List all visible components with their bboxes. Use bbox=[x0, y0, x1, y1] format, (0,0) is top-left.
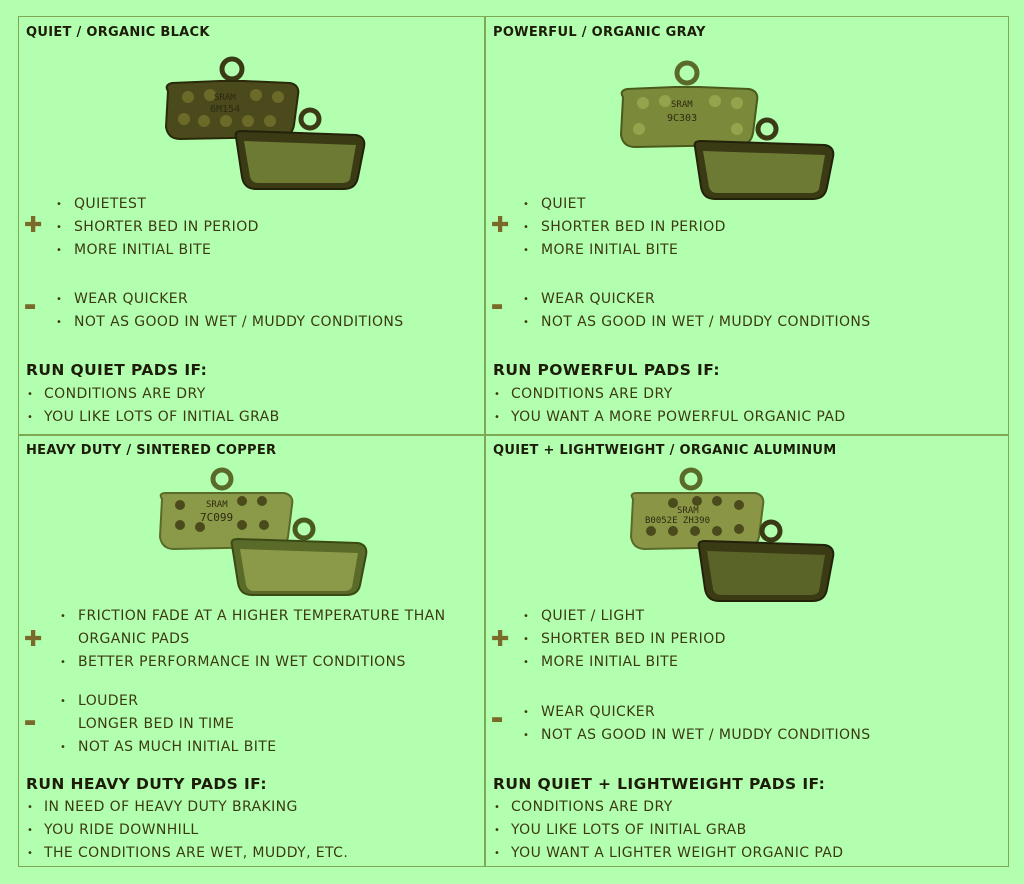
cell-organic-gray bbox=[485, 17, 951, 435]
list-item: • CONDITIONS ARE DRY bbox=[485, 796, 843, 819]
list-item: • SHORTER BED IN PERIOD bbox=[515, 628, 726, 651]
pad-model-label: 9C303 bbox=[667, 113, 698, 124]
list-item: • BETTER PERFORMANCE IN WET CONDITIONS bbox=[52, 651, 445, 674]
run-list bbox=[18, 383, 280, 429]
list-item: • NOT AS GOOD IN WET / MUDDY CONDITIONS bbox=[48, 311, 404, 334]
minus-icon: ▬ bbox=[24, 715, 37, 730]
run-title: RUN HEAVY DUTY PADS IF: bbox=[26, 775, 267, 793]
minus-icon: ▬ bbox=[24, 299, 37, 314]
list-item: • NOT AS GOOD IN WET / MUDDY CONDITIONS bbox=[515, 311, 871, 334]
brake-pad-front bbox=[631, 470, 763, 549]
pros-list bbox=[52, 605, 445, 674]
cons-list bbox=[515, 701, 871, 747]
list-item: • SHORTER BED IN PERIOD bbox=[48, 216, 259, 239]
list-item: • CONDITIONS ARE DRY bbox=[18, 383, 280, 406]
list-item: • SHORTER BED IN PERIOD bbox=[515, 216, 726, 239]
cell-organic-black bbox=[18, 17, 484, 435]
brake-pad-front bbox=[166, 59, 298, 139]
run-title: RUN QUIET + LIGHTWEIGHT PADS IF: bbox=[493, 775, 826, 793]
list-item: • WEAR QUICKER bbox=[515, 288, 871, 311]
list-item: • QUIETEST bbox=[48, 193, 259, 216]
cell-sintered-copper bbox=[18, 435, 484, 861]
pad-model-label: B0052E ZH390 bbox=[645, 516, 711, 526]
cell-heading: HEAVY DUTY / SINTERED COPPER bbox=[26, 443, 277, 458]
pad-model-label: 6M154 bbox=[210, 104, 241, 115]
list-item: • QUIET / LIGHT bbox=[515, 605, 726, 628]
list-item: • YOU WANT A LIGHTER WEIGHT ORGANIC PAD bbox=[485, 842, 843, 865]
list-item: • FRICTION FADE AT A HIGHER TEMPERATURE THAN bbox=[52, 605, 445, 628]
cons-list bbox=[48, 288, 404, 334]
plus-icon: ✚ bbox=[24, 627, 43, 652]
pad-brand-label: SRAM bbox=[671, 100, 693, 110]
list-item: • MORE INITIAL BITE bbox=[515, 239, 726, 262]
pad-brand-label: SRAM bbox=[214, 93, 236, 103]
brake-pads-image bbox=[615, 59, 845, 209]
list-item: • IN NEED OF HEAVY DUTY BRAKING bbox=[18, 796, 348, 819]
list-item: ORGANIC PADS bbox=[78, 631, 190, 647]
brake-pads-image bbox=[160, 55, 372, 195]
run-title: RUN QUIET PADS IF: bbox=[26, 361, 208, 379]
cons-list bbox=[515, 288, 871, 334]
run-list bbox=[485, 383, 846, 429]
plus-icon: ✚ bbox=[491, 627, 510, 652]
cell-heading: QUIET + LIGHTWEIGHT / ORGANIC ALUMINUM bbox=[493, 443, 837, 458]
list-item: • WEAR QUICKER bbox=[515, 701, 871, 724]
cell-heading: QUIET / ORGANIC BLACK bbox=[26, 25, 210, 40]
list-item: • YOU WANT A MORE POWERFUL ORGANIC PAD bbox=[485, 406, 846, 429]
minus-icon: ▬ bbox=[491, 299, 504, 314]
pros-list bbox=[515, 193, 726, 262]
brake-pad-front bbox=[621, 63, 757, 147]
cons-list bbox=[52, 690, 276, 759]
list-item: • LOUDER bbox=[52, 690, 276, 713]
pad-brand-label: SRAM bbox=[206, 500, 228, 510]
list-item: • QUIET bbox=[515, 193, 726, 216]
brake-pads-image bbox=[154, 467, 374, 599]
plus-icon: ✚ bbox=[24, 213, 43, 238]
plus-icon: ✚ bbox=[491, 213, 510, 238]
list-item: • THE CONDITIONS ARE WET, MUDDY, ETC. bbox=[18, 842, 348, 865]
cell-heading: POWERFUL / ORGANIC GRAY bbox=[493, 25, 706, 40]
list-item: • CONDITIONS ARE DRY bbox=[485, 383, 846, 406]
pad-brand-label: SRAM bbox=[677, 506, 699, 516]
brake-pad-front bbox=[160, 470, 292, 549]
run-list bbox=[18, 796, 348, 865]
pros-list bbox=[48, 193, 259, 262]
list-item: • NOT AS MUCH INITIAL BITE bbox=[52, 736, 276, 759]
list-item: • YOU LIKE LOTS OF INITIAL GRAB bbox=[18, 406, 280, 429]
run-title: RUN POWERFUL PADS IF: bbox=[493, 361, 720, 379]
list-item: LONGER BED IN TIME bbox=[78, 716, 235, 732]
minus-icon: ▬ bbox=[491, 712, 504, 727]
run-list bbox=[485, 796, 843, 865]
list-item: • WEAR QUICKER bbox=[48, 288, 404, 311]
list-item: • NOT AS GOOD IN WET / MUDDY CONDITIONS bbox=[515, 724, 871, 747]
cell-organic-aluminum bbox=[485, 435, 951, 861]
pad-model-label: 7C099 bbox=[200, 511, 234, 524]
pros-list bbox=[515, 605, 726, 674]
list-item: • YOU RIDE DOWNHILL bbox=[18, 819, 348, 842]
list-item: • YOU LIKE LOTS OF INITIAL GRAB bbox=[485, 819, 843, 842]
list-item: • MORE INITIAL BITE bbox=[515, 651, 726, 674]
list-item: • MORE INITIAL BITE bbox=[48, 239, 259, 262]
brake-pads-image bbox=[625, 465, 845, 607]
